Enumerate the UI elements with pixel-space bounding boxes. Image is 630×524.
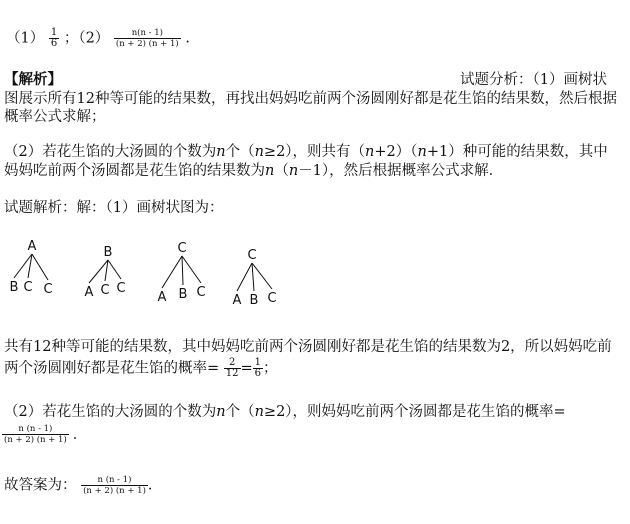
tree-child-label: C: [23, 280, 33, 295]
answer-part1-fraction: [49, 28, 59, 49]
analysis-p2-line-2: [4, 162, 503, 180]
answer-separator: ；（2）: [63, 30, 110, 47]
tree-child-label: A: [84, 285, 94, 300]
tree-branch: [162, 256, 182, 288]
result-line-2: [4, 358, 278, 379]
fraction-numerator: 1: [50, 27, 58, 38]
tree-branch: [182, 256, 201, 283]
analysis-p2-line-1: [4, 143, 608, 161]
equals-sign: =: [240, 360, 253, 377]
fraction-denominator: 12: [225, 368, 239, 379]
probability-fraction-b: [253, 358, 263, 379]
answer-part2-fraction: [114, 28, 181, 49]
variable-n: n: [265, 163, 275, 179]
text-segment: 两个汤圆刚好都是花生馅的概率=: [4, 360, 220, 377]
tree-branch: [28, 254, 32, 278]
variable-n: n: [216, 144, 226, 160]
text-segment: 个（: [225, 404, 255, 420]
fraction-numerator: 1: [254, 357, 262, 368]
tree-root-label: A: [27, 239, 37, 254]
final-fraction: [81, 475, 148, 496]
variable-n: n: [254, 404, 264, 420]
variable-n: n: [417, 144, 427, 160]
text-segment: +2）（: [374, 144, 418, 160]
text-segment: ≥2），则妈妈吃前两个汤圆都是花生馅的概率=: [263, 404, 566, 420]
tree-branch: [237, 263, 252, 291]
variable-n: n: [254, 144, 264, 160]
solution-intro: 试题解析：解：（1）画树状图为：: [4, 200, 224, 216]
text-segment: （: [274, 163, 289, 179]
text-segment: ．: [72, 427, 88, 443]
fraction-numerator: n (n - 1): [97, 475, 132, 485]
answer-part1-label: （1）: [6, 30, 45, 47]
variable-n: n: [288, 163, 299, 179]
fraction-denominator: (n + 2) (n + 1): [83, 486, 146, 496]
analysis-line-3: 概率公式求解；: [4, 109, 106, 125]
analysis-right-label: 试题分析：（1）画树状: [460, 72, 607, 88]
text-segment: 妈妈吃前两个汤圆都是花生馅的结果数为: [4, 163, 265, 179]
tree-root-label: C: [247, 248, 257, 263]
text-segment: ；: [263, 360, 278, 377]
tree-child-label: A: [157, 290, 167, 305]
text-segment: 个（: [225, 144, 255, 160]
text-segment: ．: [147, 477, 163, 494]
analysis-heading: 【解析】: [4, 71, 62, 88]
tree-branch: [182, 256, 183, 285]
tree-child-label: B: [9, 280, 19, 295]
tree-branch: [108, 260, 121, 279]
final-answer-label: 故答案为：: [4, 477, 77, 494]
tree-branch: [32, 254, 48, 280]
fraction-denominator: 6: [50, 38, 58, 49]
part2-probability: [2, 424, 87, 445]
tree-child-label: A: [232, 293, 242, 308]
probability-fraction-a: [224, 358, 241, 379]
fraction-denominator: (n + 2) (n + 1): [115, 39, 179, 49]
tree-child-label: C: [116, 281, 126, 296]
fraction-numerator: 2: [228, 357, 236, 368]
tree-branch: [252, 263, 272, 289]
text-segment: （2）若花生馅的大汤圆的个数为: [4, 404, 217, 420]
tree-child-label: C: [196, 285, 206, 300]
text-segment: ≥2），则共有（: [263, 144, 366, 160]
text-segment: －1），然后根据概率公式求解．: [298, 163, 504, 179]
tree-root-label: B: [103, 245, 113, 260]
part2-line: [4, 403, 566, 421]
text-segment: （2）若花生馅的大汤圆的个数为: [4, 144, 217, 160]
variable-n: n: [365, 144, 375, 160]
answer-line: [6, 28, 190, 49]
fraction-denominator: (n + 2) (n + 1): [4, 435, 67, 445]
tree-child-label: C: [100, 283, 110, 298]
fraction-numerator: n(n - 1): [131, 28, 163, 38]
tree-branch: [252, 263, 254, 291]
part2-fraction: [2, 424, 69, 445]
fraction-denominator: 6: [254, 368, 262, 379]
analysis-line-2: 图展示所有12种等可能的结果数，再找出妈妈吃前两个汤圆刚好都是花生馅的结果数，然后根据: [4, 91, 617, 107]
tree-child-label: C: [267, 291, 277, 306]
tree-diagram: [0, 236, 630, 316]
tree-child-label: B: [178, 287, 188, 302]
fraction-numerator: n (n - 1): [18, 424, 53, 434]
text-segment: +1）种可能的结果数，其中: [426, 144, 608, 160]
tree-root-label: C: [177, 241, 187, 256]
answer-end: .: [185, 30, 190, 47]
result-line-1: 共有12种等可能的结果数，其中妈妈吃前两个汤圆刚好都是花生馅的结果数为2，所以妈妈吃前: [4, 339, 612, 355]
tree-branch: [14, 254, 32, 278]
final-answer: [4, 475, 162, 496]
tree-child-label: C: [43, 282, 53, 297]
variable-n: n: [216, 404, 226, 420]
tree-child-label: B: [249, 293, 259, 308]
